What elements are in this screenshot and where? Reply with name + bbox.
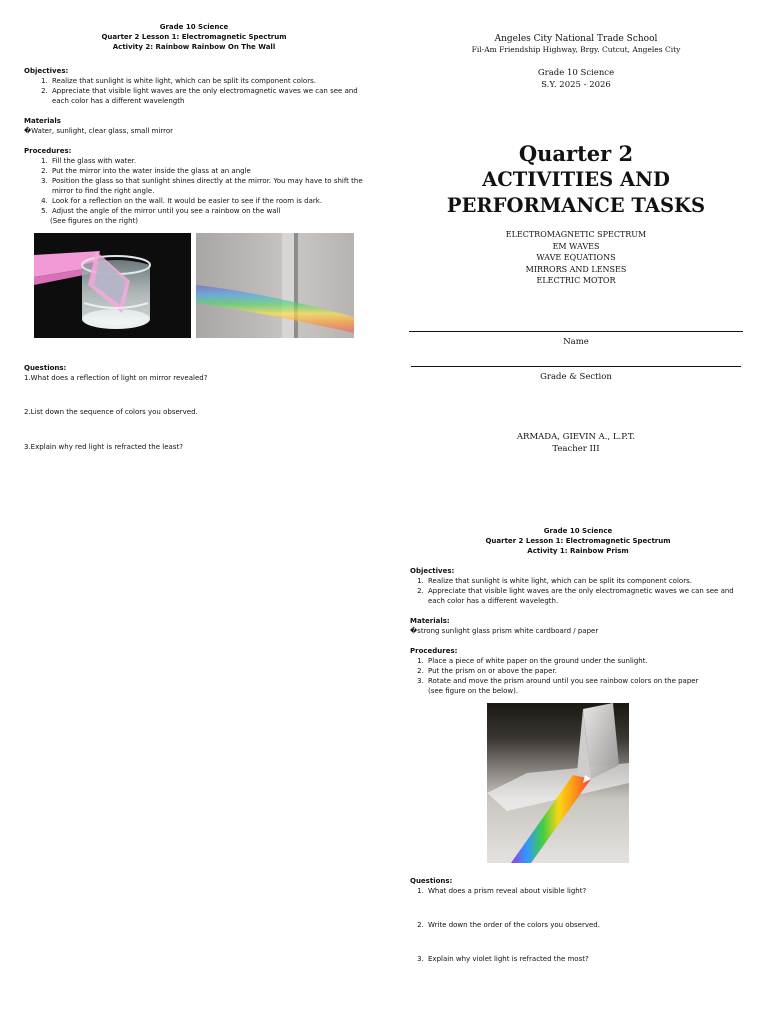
grade-section-signature-line <box>411 366 741 367</box>
school-name: Angeles City National Trade School <box>494 34 658 44</box>
activity-2-title: Activity 2: Rainbow Rainbow On The Wall <box>112 43 276 51</box>
activity-1-objective: 1. Realize that sunlight is white light, which can be split its component colors. <box>426 576 746 586</box>
activity-2-procedure: 2. Put the mirror into the water inside the glass at an angle <box>50 166 364 176</box>
activity-2-figure-note: (See figures on the right) <box>50 217 139 225</box>
glass-mirror-illustration <box>34 233 191 338</box>
activity-1-question: 2. Write down the order of the colors you observed. <box>426 920 746 930</box>
activity-2-materials-title: Materials <box>24 117 61 125</box>
cover-grade: Grade 10 Science <box>537 68 615 78</box>
activity-1-grade: Grade 10 Science <box>543 527 613 535</box>
activity-2-objectives-title: Objectives: <box>24 67 69 75</box>
prism-spectrum-illustration <box>487 703 629 863</box>
activity-1-figure-note: (see figure on the below). <box>428 687 519 695</box>
activity-2-procedures-list <box>50 156 364 216</box>
activity-2-questions <box>24 363 364 452</box>
school-address: Fil-Am Friendship Highway, Brgy. Cutcut, Angeles City <box>471 45 681 54</box>
cover-title-line1: ACTIVITIES AND <box>482 168 670 191</box>
activity-2-objectives-list <box>50 76 364 106</box>
activity-1-question: 3. Explain why violet light is refracted the most? <box>426 954 746 964</box>
cover-topic: WAVE EQUATIONS <box>536 253 616 262</box>
activity-2-question: 1.What does a reflection of light on mirror revealed? <box>24 374 208 382</box>
activity-2-objective: 1. Realize that sunlight is white light, which can be split its component colors. <box>50 76 364 86</box>
activity-1-title: Activity 1: Rainbow Prism <box>527 547 629 555</box>
activity-2-procedures-title: Procedures: <box>24 147 72 155</box>
activity-1-lesson: Quarter 2 Lesson 1: Electromagnetic Spectrum <box>485 537 671 545</box>
activity-1-header <box>410 526 746 556</box>
activity-1-procedures-list <box>426 656 746 686</box>
activity-2-grade: Grade 10 Science <box>159 23 229 31</box>
activity-1-materials-title: Materials: <box>410 617 450 625</box>
activity-1-objective: 2. Appreciate that visible light waves are the only electromagnetic waves we can see and each color has a different wavelegth. <box>426 586 746 606</box>
activity-1-question: 1. What does a prism reveal about visible light? <box>426 886 746 896</box>
activity-1-procedure: 2. Put the prism on or above the paper. <box>426 666 746 676</box>
prism-spectrum-photo <box>487 703 629 863</box>
activity-2-worksheet <box>24 22 364 226</box>
activity-2-procedure: 3. Position the glass so that sunlight shines directly at the mirror. You may have to shift the mirror to find the right angle. <box>50 176 364 196</box>
activity-2-lesson: Quarter 2 Lesson 1: Electromagnetic Spectrum <box>101 33 287 41</box>
grade-section-label: Grade & Section <box>540 371 612 382</box>
teacher-title: Teacher III <box>552 443 600 454</box>
cover-topics-list <box>408 229 744 287</box>
name-label: Name <box>563 336 589 347</box>
activity-2-header <box>24 22 364 52</box>
name-signature-line <box>409 331 743 332</box>
cover-topic: MIRRORS AND LENSES <box>525 264 627 274</box>
cover-topic: ELECTRIC MOTOR <box>536 276 616 285</box>
activity-1-procedure: 3. Rotate and move the prism around until you see rainbow colors on the paper <box>426 676 746 686</box>
activity-1-procedure: 1. Place a piece of white paper on the ground under the sunlight. <box>426 656 746 666</box>
activity-1-objectives-list <box>426 576 746 606</box>
activity-1-questions-title: Questions: <box>410 877 453 885</box>
activity-1-questions-list <box>426 886 746 964</box>
activity-2-question: 3.Explain why red light is refracted the least? <box>24 443 183 451</box>
activity-1-procedures-title: Procedures: <box>410 647 458 655</box>
activity-2-procedure: 1. Fill the glass with water. <box>50 156 364 166</box>
activity-1-objectives-title: Objectives: <box>410 567 455 575</box>
activity-2-procedure: 4. Look for a reflection on the wall. It would be easier to see if the room is dark. <box>50 196 364 206</box>
activity-2-questions-title: Questions: <box>24 364 67 372</box>
cover-title-line2: PERFORMANCE TASKS <box>446 194 706 217</box>
activity-2-procedure: 5. Adjust the angle of the mirror until you see a rainbow on the wall <box>50 206 364 216</box>
teacher-name: ARMADA, GIEVIN A., L.P.T. <box>516 431 636 442</box>
activity-1-questions <box>410 876 746 964</box>
rainbow-wall-illustration <box>196 233 354 338</box>
cover-quarter: Quarter 2 <box>518 141 634 166</box>
cover-page <box>408 33 744 455</box>
activity-1-worksheet <box>410 526 746 696</box>
activity-1-materials: �strong sunlight glass prism white cardboard / paper <box>410 627 599 635</box>
activity-2-question: 2.List down the sequence of colors you observed. <box>24 408 198 416</box>
cover-topic: EM WAVES <box>552 241 600 251</box>
rainbow-wall-photo <box>196 233 354 338</box>
glass-mirror-photo <box>34 233 191 338</box>
activity-2-objective: 2. Appreciate that visible light waves are the only electromagnetic waves we can see and each color has a different wavelength <box>50 86 364 106</box>
activity-2-materials: �Water, sunlight, clear glass, small mirror <box>24 127 173 135</box>
cover-topic: ELECTROMAGNETIC SPECTRUM <box>505 230 647 239</box>
cover-school-year: S.Y. 2025 - 2026 <box>541 80 611 90</box>
